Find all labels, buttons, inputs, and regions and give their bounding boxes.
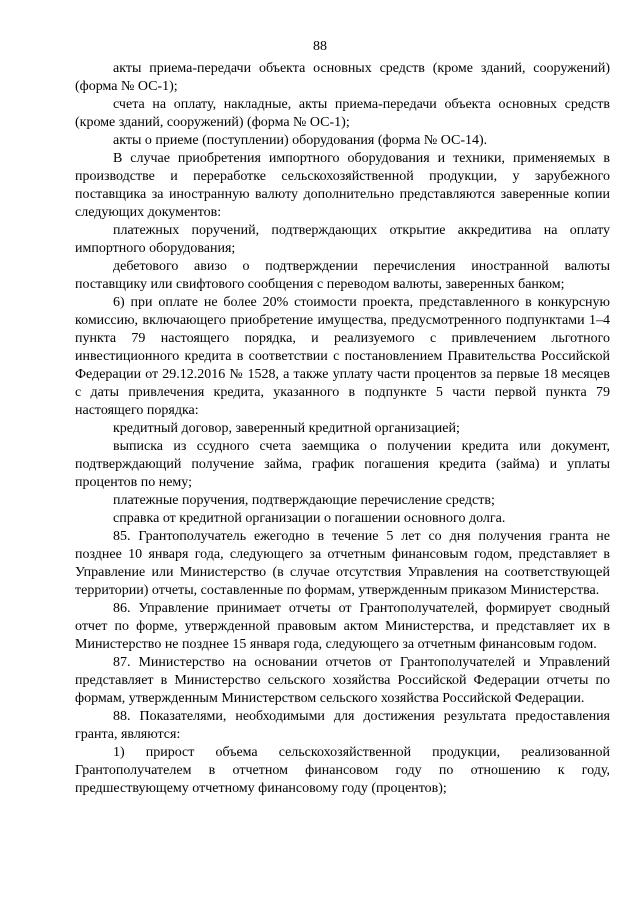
paragraph: 88. Показателями, необходимыми для достижения результата предоставления гранта, являются: [75,709,610,742]
paragraph: 85. Грантополучатель ежегодно в течение 5 лет со дня получения гранта не позднее 10 января года, следующего за отчетным финансовым годом, представляет в Управление или Министерство (в случае отсутствия Управления на соответствующей территории) отчеты, составленные по формам, утвержденным приказом Министерства. [75,529,610,598]
paragraph: счета на оплату, накладные, акты приема-передачи объекта основных средств (кроме зданий, сооружений) (форма № ОС-1); [75,97,610,130]
paragraph: дебетового авизо о подтверждении перечисления иностранной валюты поставщику или свифтового сообщения с переводом валюты, заверенных банком; [75,259,610,292]
page-number: 88 [313,39,327,54]
paragraph: 1) прирост объема сельскохозяйственной продукции, реализованной Грантополучателем в отчетном финансовом году по отношению к году, предшествующему отчетному финансовому году (процентов); [75,745,610,796]
paragraph: акты о приеме (поступлении) оборудования (форма № ОС-14). [113,133,488,148]
paragraph: акты приема-передачи объекта основных средств (кроме зданий, сооружений) (форма № ОС-1); [75,61,610,94]
paragraph: справка от кредитной организации о погашении основного долга. [113,511,506,526]
paragraph: платежные поручения, подтверждающие перечисление средств; [113,493,495,508]
document-body [75,60,610,798]
paragraph: 6) при оплате не более 20% стоимости проекта, представленного в конкурсную комиссию, включающего приобретение имущества, предусмотренного подпунктами 1–4 пункта 79 настоящего порядка, и реализуемого с привлечением льготного инвестиционного кредита в соответствии с постановлением Правительства Российской Федерации от 29.12.2016 № 1528, а также уплату части процентов за первые 18 месяцев с даты привлечения кредита, указанного в подпункте 5 части первой пункта 79 настоящего порядка: [75,295,610,418]
paragraph: выписка из ссудного счета заемщика о получении кредита или документ, подтверждающий получение займа, график погашения кредита (займа) и уплаты процентов по нему; [75,439,610,490]
paragraph: платежных поручений, подтверждающих открытие аккредитива на оплату импортного оборудования; [75,223,610,256]
paragraph: 86. Управление принимает отчеты от Грантополучателей, формирует сводный отчет по форме, утвержденной правовым актом Министерства, и представляет их в Министерство не позднее 15 января года, следующего за отчетным финансовым годом. [75,601,610,652]
paragraph: В случае приобретения импортного оборудования и техники, применяемых в производстве и переработке сельскохозяйственной продукции, у зарубежного поставщика за иностранную валюту дополнительно представляются заверенные копии следующих документов: [75,151,610,220]
paragraph: кредитный договор, заверенный кредитной организацией; [113,421,460,436]
paragraph: 87. Министерство на основании отчетов от Грантополучателей и Управлений представляет в Министерство сельского хозяйства Российской Федерации отчеты по формам, утвержденным Министерством сельского хозяйства Российской Федерации. [75,655,610,706]
